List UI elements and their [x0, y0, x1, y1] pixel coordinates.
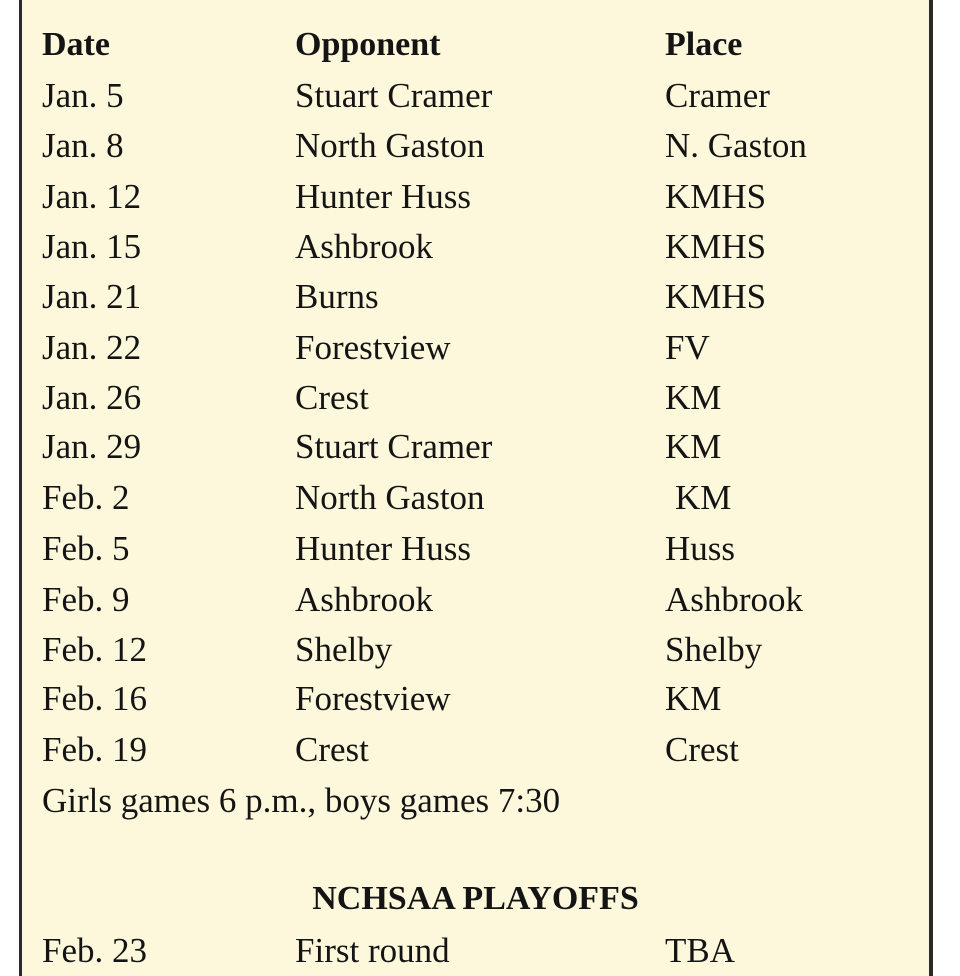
table-row — [22, 926, 929, 976]
opponent-column-header: Opponent — [295, 26, 441, 63]
table-header — [22, 20, 929, 70]
row-place: Huss — [665, 529, 736, 568]
row-place: Cramer — [665, 76, 770, 115]
row-opponent: Hunter Huss — [295, 529, 471, 568]
row-place: KMHS — [665, 277, 767, 316]
row-date: Feb. 2 — [42, 478, 130, 517]
row-date: Jan. 12 — [42, 177, 142, 216]
row-opponent: Ashbrook — [295, 580, 434, 619]
playoffs-title: NCHSAA PLAYOFFS — [312, 880, 639, 917]
table-row — [22, 524, 929, 574]
row-date: Jan. 5 — [42, 76, 124, 115]
table-row — [22, 121, 929, 171]
place-column-header: Place — [665, 26, 743, 63]
row-place: KM — [665, 427, 722, 466]
row-opponent: Crest — [295, 378, 369, 417]
table-row — [22, 575, 929, 625]
row-place: N. Gaston — [665, 126, 807, 165]
row-date: Feb. 23 — [42, 931, 147, 970]
row-date: Jan. 26 — [42, 378, 142, 417]
game-times-note: Girls games 6 p.m., boys games 7:30 — [42, 781, 561, 820]
row-date: Jan. 22 — [42, 328, 142, 367]
row-opponent: Hunter Huss — [295, 177, 471, 216]
date-column-header: Date — [42, 26, 110, 63]
table-row — [22, 625, 929, 675]
table-row — [22, 674, 929, 724]
table-row — [22, 473, 929, 523]
row-place: FV — [665, 328, 710, 367]
row-date: Jan. 21 — [42, 277, 142, 316]
row-date: Feb. 9 — [42, 580, 130, 619]
table-row — [22, 222, 929, 272]
row-opponent: North Gaston — [295, 126, 485, 165]
row-opponent: Ashbrook — [295, 227, 434, 266]
row-date: Jan. 29 — [42, 427, 142, 466]
row-opponent: Forestview — [295, 328, 451, 367]
row-opponent: Crest — [295, 730, 369, 769]
schedule-panel — [19, 0, 933, 976]
row-place: Ashbrook — [665, 580, 804, 619]
row-date: Jan. 8 — [42, 126, 124, 165]
row-opponent: Stuart Cramer — [295, 76, 493, 115]
row-place: Shelby — [665, 630, 763, 669]
row-place: TBA — [665, 931, 735, 970]
table-row — [22, 172, 929, 222]
row-date: Jan. 15 — [42, 227, 142, 266]
table-row — [22, 422, 929, 472]
row-opponent: Shelby — [295, 630, 393, 669]
table-row — [22, 725, 929, 775]
table-row — [22, 71, 929, 121]
table-row — [22, 373, 929, 423]
row-place: Crest — [665, 730, 739, 769]
row-place: KM — [675, 478, 732, 517]
row-place: KM — [665, 679, 722, 718]
table-row — [22, 323, 929, 373]
row-date: Feb. 19 — [42, 730, 147, 769]
row-date: Feb. 16 — [42, 679, 147, 718]
row-place: KMHS — [665, 227, 767, 266]
row-opponent: Stuart Cramer — [295, 427, 493, 466]
row-opponent: North Gaston — [295, 478, 485, 517]
row-place: KM — [665, 378, 722, 417]
row-opponent: Burns — [295, 277, 379, 316]
table-row — [22, 272, 929, 322]
row-date: Feb. 5 — [42, 529, 130, 568]
row-place: KMHS — [665, 177, 767, 216]
row-opponent: Forestview — [295, 679, 451, 718]
row-opponent: First round — [295, 931, 450, 970]
row-date: Feb. 12 — [42, 630, 147, 669]
